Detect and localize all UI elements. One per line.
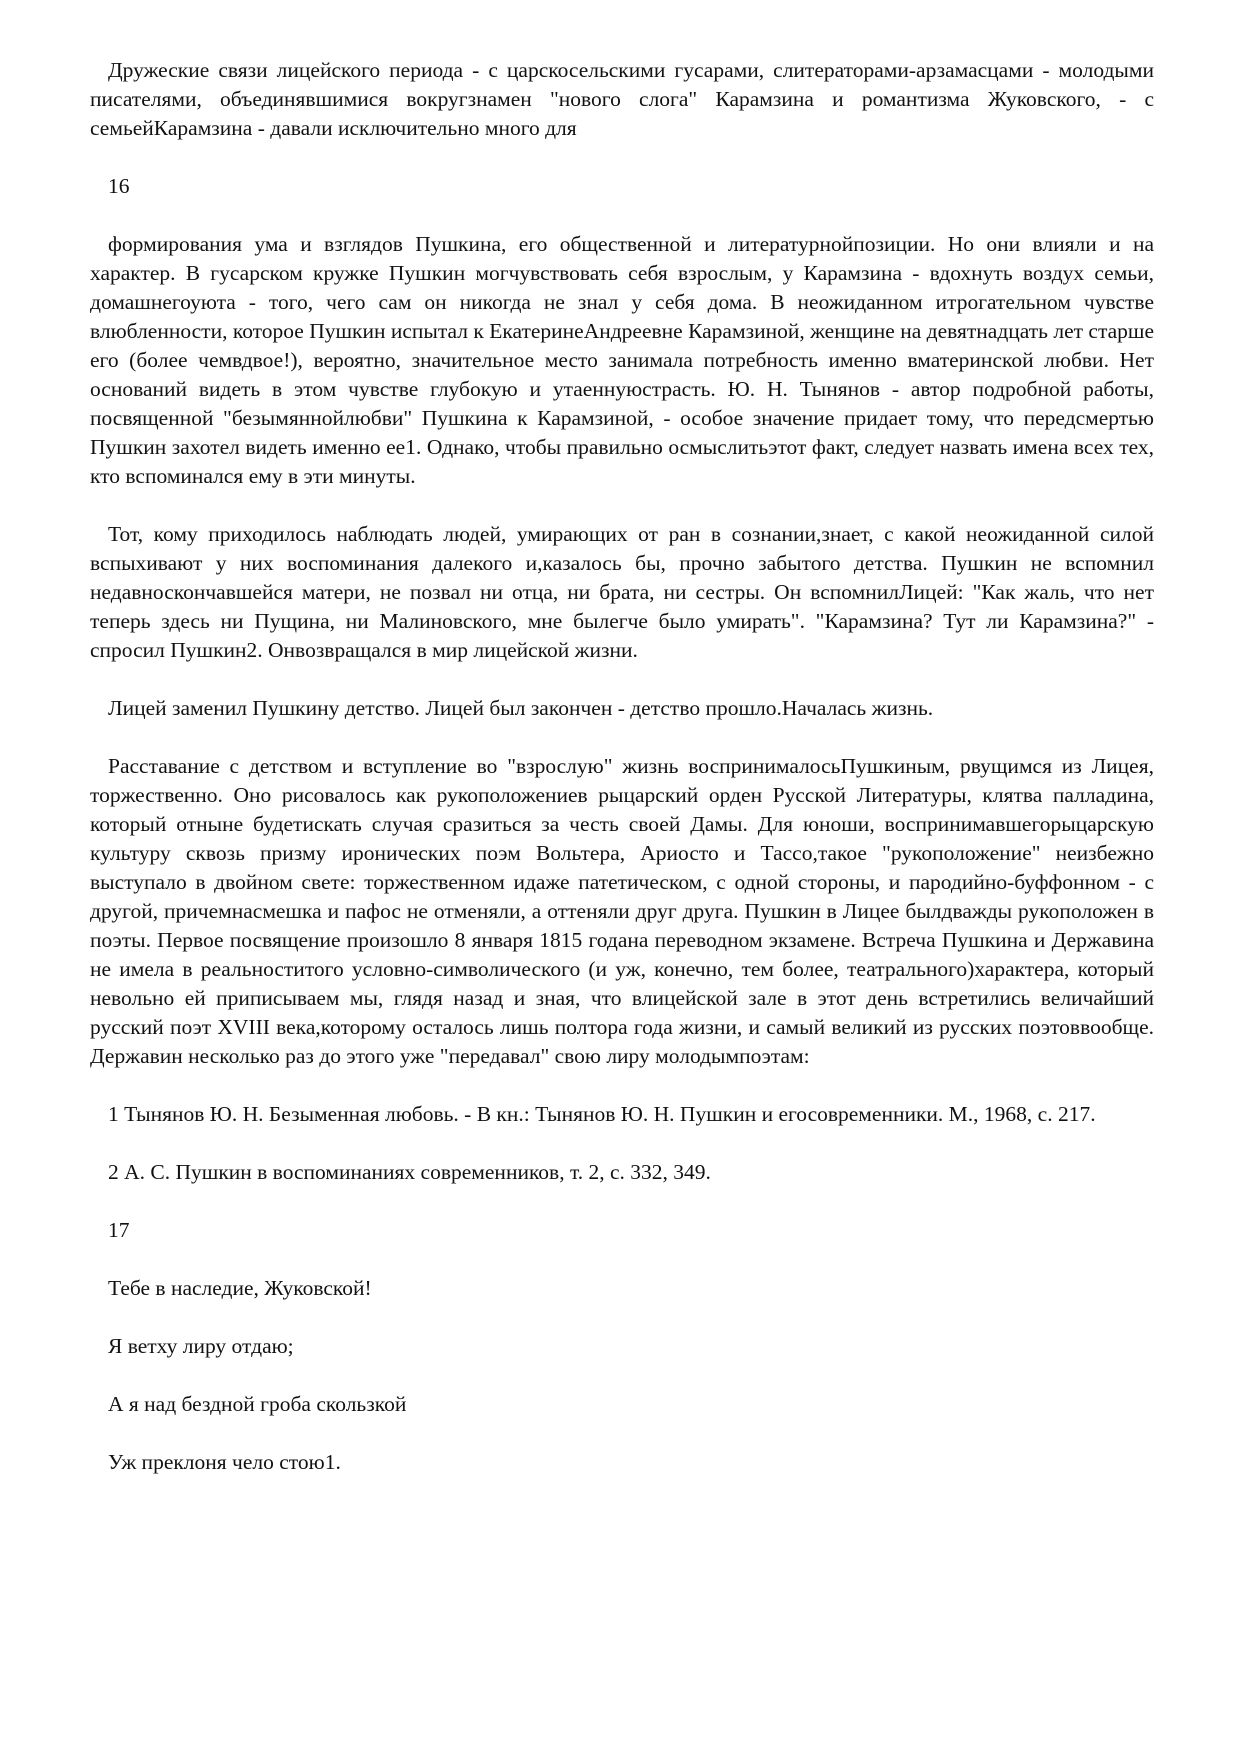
footnote-1: 1 Тынянов Ю. Н. Безыменная любовь. - В кн.: Тынянов Ю. Н. Пушкин и егосовременники. М., 1968, с. 217. [108,1102,1096,1126]
poem-line: Я ветху лиру отдаю; [108,1334,294,1358]
paragraph-formation: формирования ума и взглядов Пушкина, его общественной и литературнойпозиции. Но они влияли и на характер. В гусарском кружке Пушкин могчувствовать себя взрослым, у Карамзина - вдохнуть воздух семьи, домашнегоуюта - того, чего сам он никогда не знал у себя дома. В неожиданном итрогательном чувстве влюбленности, которое Пушкин испытал к ЕкатеринеАндреевне Карамзиной, женщине на девятнадцать лет старше его (более чемвдвое!), вероятно, значительное место занимала потребность именно вматеринской любви. Нет оснований видеть в этом чувстве глубокую и утаеннуюстрасть. Ю. Н. Тынянов - автор подробной работы, посвященной "безымяннойлюбви" Пушкина к Карамзиной, - особое значение придает тому, что передсмертью Пушкин захотел видеть именно ее1. Однако, чтобы правильно осмыслитьэтот факт, следует назвать имена всех тех, кто вспоминался ему в эти минуты. [90,232,1154,488]
page-number: 17 [108,1218,130,1242]
poem-line: Уж преклоня чело стою1. [108,1450,341,1474]
paragraph-memories: Тот, кому приходилось наблюдать людей, умирающих от ран в сознании,знает, с какой неожиданной силой вспыхивают у них воспоминания далекого и,казалось бы, прочно забытого детства. Пушкин не вспомнил недавноскончавшейся матери, не позвал ни отца, ни брата, ни сестры. Он вспомнилЛицей: "Как жаль, что нет теперь здесь ни Пущина, ни Малиновского, мне былегче было умирать". "Карамзина? Тут ли Карамзина?" - спросил Пушкин2. Онвозвращался в мир лицейской жизни. [90,522,1154,662]
page-number: 16 [108,174,130,198]
poem-line: Тебе в наследие, Жуковской! [108,1276,372,1300]
paragraph-lyceum-childhood: Лицей заменил Пушкину детство. Лицей был закончен - детство прошло.Началась жизнь. [108,696,934,720]
footnote-2: 2 А. С. Пушкин в воспоминаниях современников, т. 2, с. 332, 349. [108,1160,711,1184]
paragraph-farewell-childhood: Расставание с детством и вступление во "взрослую" жизнь воспринималосьПушкиным, рвущимся из Лицея, торжественно. Оно рисовалось как рукоположениев рыцарский орден Русской Литературы, клятва палладина, который отныне будетискать случая сразиться за честь своей Дамы. Для юноши, воспринимавшегорыцарскую культуру сквозь призму иронических поэм Вольтера, Ариосто и Тассо,такое "рукоположение" неизбежно выступало в двойном свете: торжественном идаже патетическом, с одной стороны, и пародийно-буффонном - с другой, причемнасмешка и пафос не отменяли, а оттеняли друг друга. Пушкин в Лицее былдважды рукоположен в поэты. Первое посвящение произошло 8 января 1815 годана переводном экзамене. Встреча Пушкина и Державина не имела в реальноститого условно-символического (и уж, конечно, тем более, театрального)характера, который невольно ей приписываем мы, глядя назад и зная, что влицейской зале в этот день встретились величайший русский поэт XVIII века,которому осталось лишь полтора года жизни, и самый великий из русских поэтоввообще. Державин несколько раз до этого уже "передавал" свою лиру молодымпоэтам: [90,754,1154,1068]
poem-line: А я над бездной гроба скользкой [108,1392,407,1416]
paragraph-friendships: Дружеские связи лицейского периода - с царскосельскими гусарами, слитераторами-арзамасцами - молодыми писателями, объединявшимися вокругзнамен "нового слога" Карамзина и романтизма Жуковского, - с семьейКарамзина - давали исключительно много для [90,58,1154,140]
